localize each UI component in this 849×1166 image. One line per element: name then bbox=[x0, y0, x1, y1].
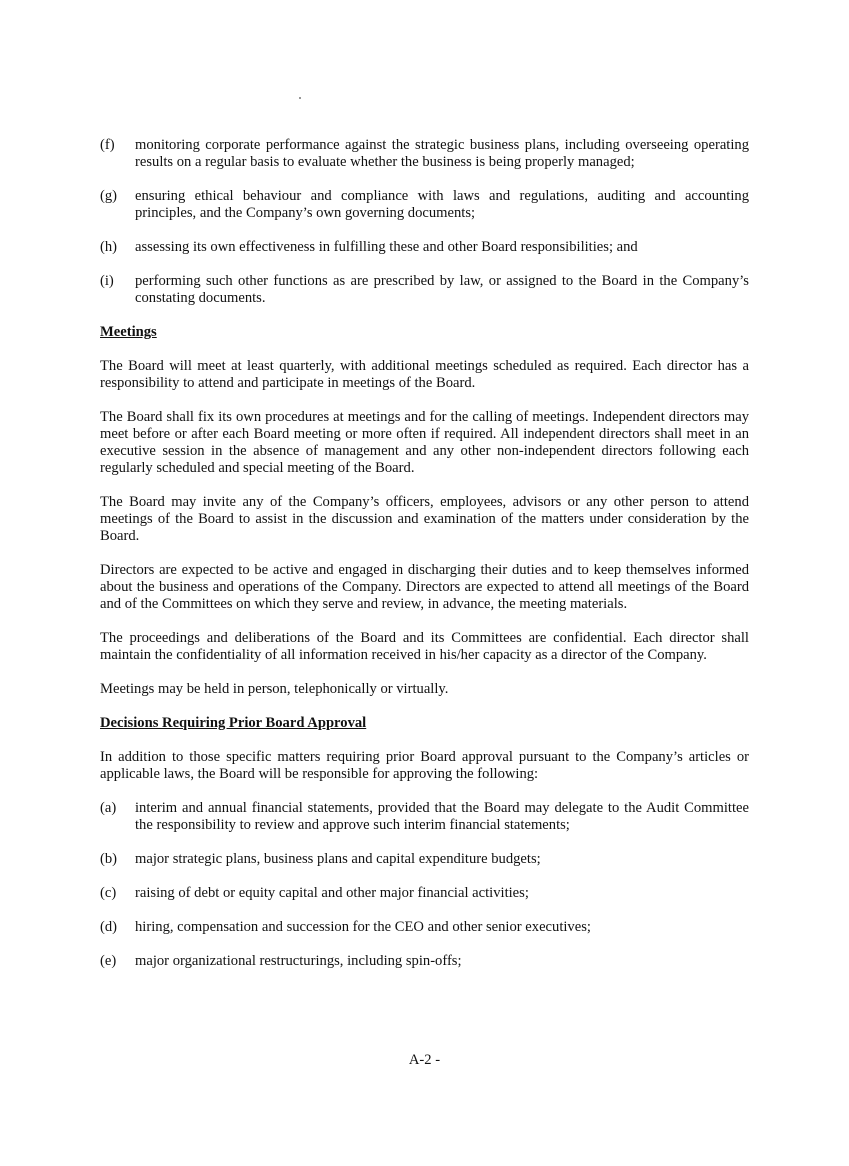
meetings-paragraph: The Board will meet at least quarterly, with additional meetings scheduled as required. Each director has a responsibility to attend and participate in meetings of the Board. bbox=[100, 358, 749, 391]
meetings-paragraph: Meetings may be held in person, telephonically or virtually. bbox=[100, 681, 449, 697]
list-item-label: (d) bbox=[100, 919, 118, 935]
meetings-paragraph: The Board may invite any of the Company’s officers, employees, advisors or any other person to attend meetings of the Board to assist in the discussion and examination of the matters under consideration by the Board. bbox=[100, 494, 749, 544]
list-item-label: (f) bbox=[100, 137, 115, 153]
list-item-text: monitoring corporate performance against the strategic business plans, including overseeing operating results on a regular basis to evaluate whether the business is being properly managed; bbox=[135, 137, 749, 170]
list-item-text: ensuring ethical behaviour and compliance with laws and regulations, auditing and accounting principles, and the Company’s own governing documents; bbox=[135, 188, 749, 221]
decisions-intro: In addition to those specific matters requiring prior Board approval pursuant to the Company’s articles or applicable laws, the Board will be responsible for approving the following: bbox=[100, 749, 749, 782]
stray-mark bbox=[299, 97, 301, 99]
list-item bbox=[100, 885, 749, 902]
list-item-label: (c) bbox=[100, 885, 117, 901]
list-item-label: (b) bbox=[100, 851, 118, 867]
list-item-text: raising of debt or equity capital and other major financial activities; bbox=[135, 885, 529, 901]
decisions-heading: Decisions Requiring Prior Board Approval bbox=[100, 715, 367, 731]
list-item-text: assessing its own effectiveness in fulfilling these and other Board responsibilities; and bbox=[135, 239, 638, 255]
list-item-text: hiring, compensation and succession for the CEO and other senior executives; bbox=[135, 919, 591, 935]
meetings-heading: Meetings bbox=[100, 324, 157, 340]
list-item-label: (g) bbox=[100, 188, 118, 204]
list-item-text: major organizational restructurings, including spin-offs; bbox=[135, 953, 462, 969]
list-item-label: (a) bbox=[100, 800, 117, 816]
list-item bbox=[100, 137, 749, 171]
page-number: A-2 - bbox=[408, 1052, 441, 1068]
list-item bbox=[100, 953, 749, 970]
list-item-label: (h) bbox=[100, 239, 118, 255]
list-item bbox=[100, 188, 749, 222]
meetings-paragraph: The proceedings and deliberations of the Board and its Committees are confidential. Each director shall maintain the confidentiality of all information received in his/her capacity as a director of the Company. bbox=[100, 630, 749, 663]
list-item bbox=[100, 851, 749, 868]
list-item bbox=[100, 919, 749, 936]
document-body bbox=[100, 137, 749, 987]
list-item-label: (i) bbox=[100, 273, 114, 289]
list-item bbox=[100, 800, 749, 834]
list-item-label: (e) bbox=[100, 953, 117, 969]
list-item-text: major strategic plans, business plans and capital expenditure budgets; bbox=[135, 851, 541, 867]
meetings-paragraph: The Board shall fix its own procedures at meetings and for the calling of meetings. Independent directors may meet before or after each Board meeting or more often if required. All independent directors shall meet in an executive session in the absence of management and any other non-independent directors following each regularly scheduled and special meeting of the Board. bbox=[100, 409, 749, 476]
list-item-text: performing such other functions as are prescribed by law, or assigned to the Board in the Company’s constating documents. bbox=[135, 273, 749, 306]
meetings-paragraph: Directors are expected to be active and engaged in discharging their duties and to keep themselves informed about the business and operations of the Company. Directors are expected to attend all meetings of the Board and of the Committees on which they serve and review, in advance, the meeting materials. bbox=[100, 562, 749, 612]
list-item bbox=[100, 273, 749, 307]
list-item bbox=[100, 239, 749, 256]
list-item-text: interim and annual financial statements, provided that the Board may delegate to the Audit Committee the responsibility to review and approve such interim financial statements; bbox=[135, 800, 749, 833]
